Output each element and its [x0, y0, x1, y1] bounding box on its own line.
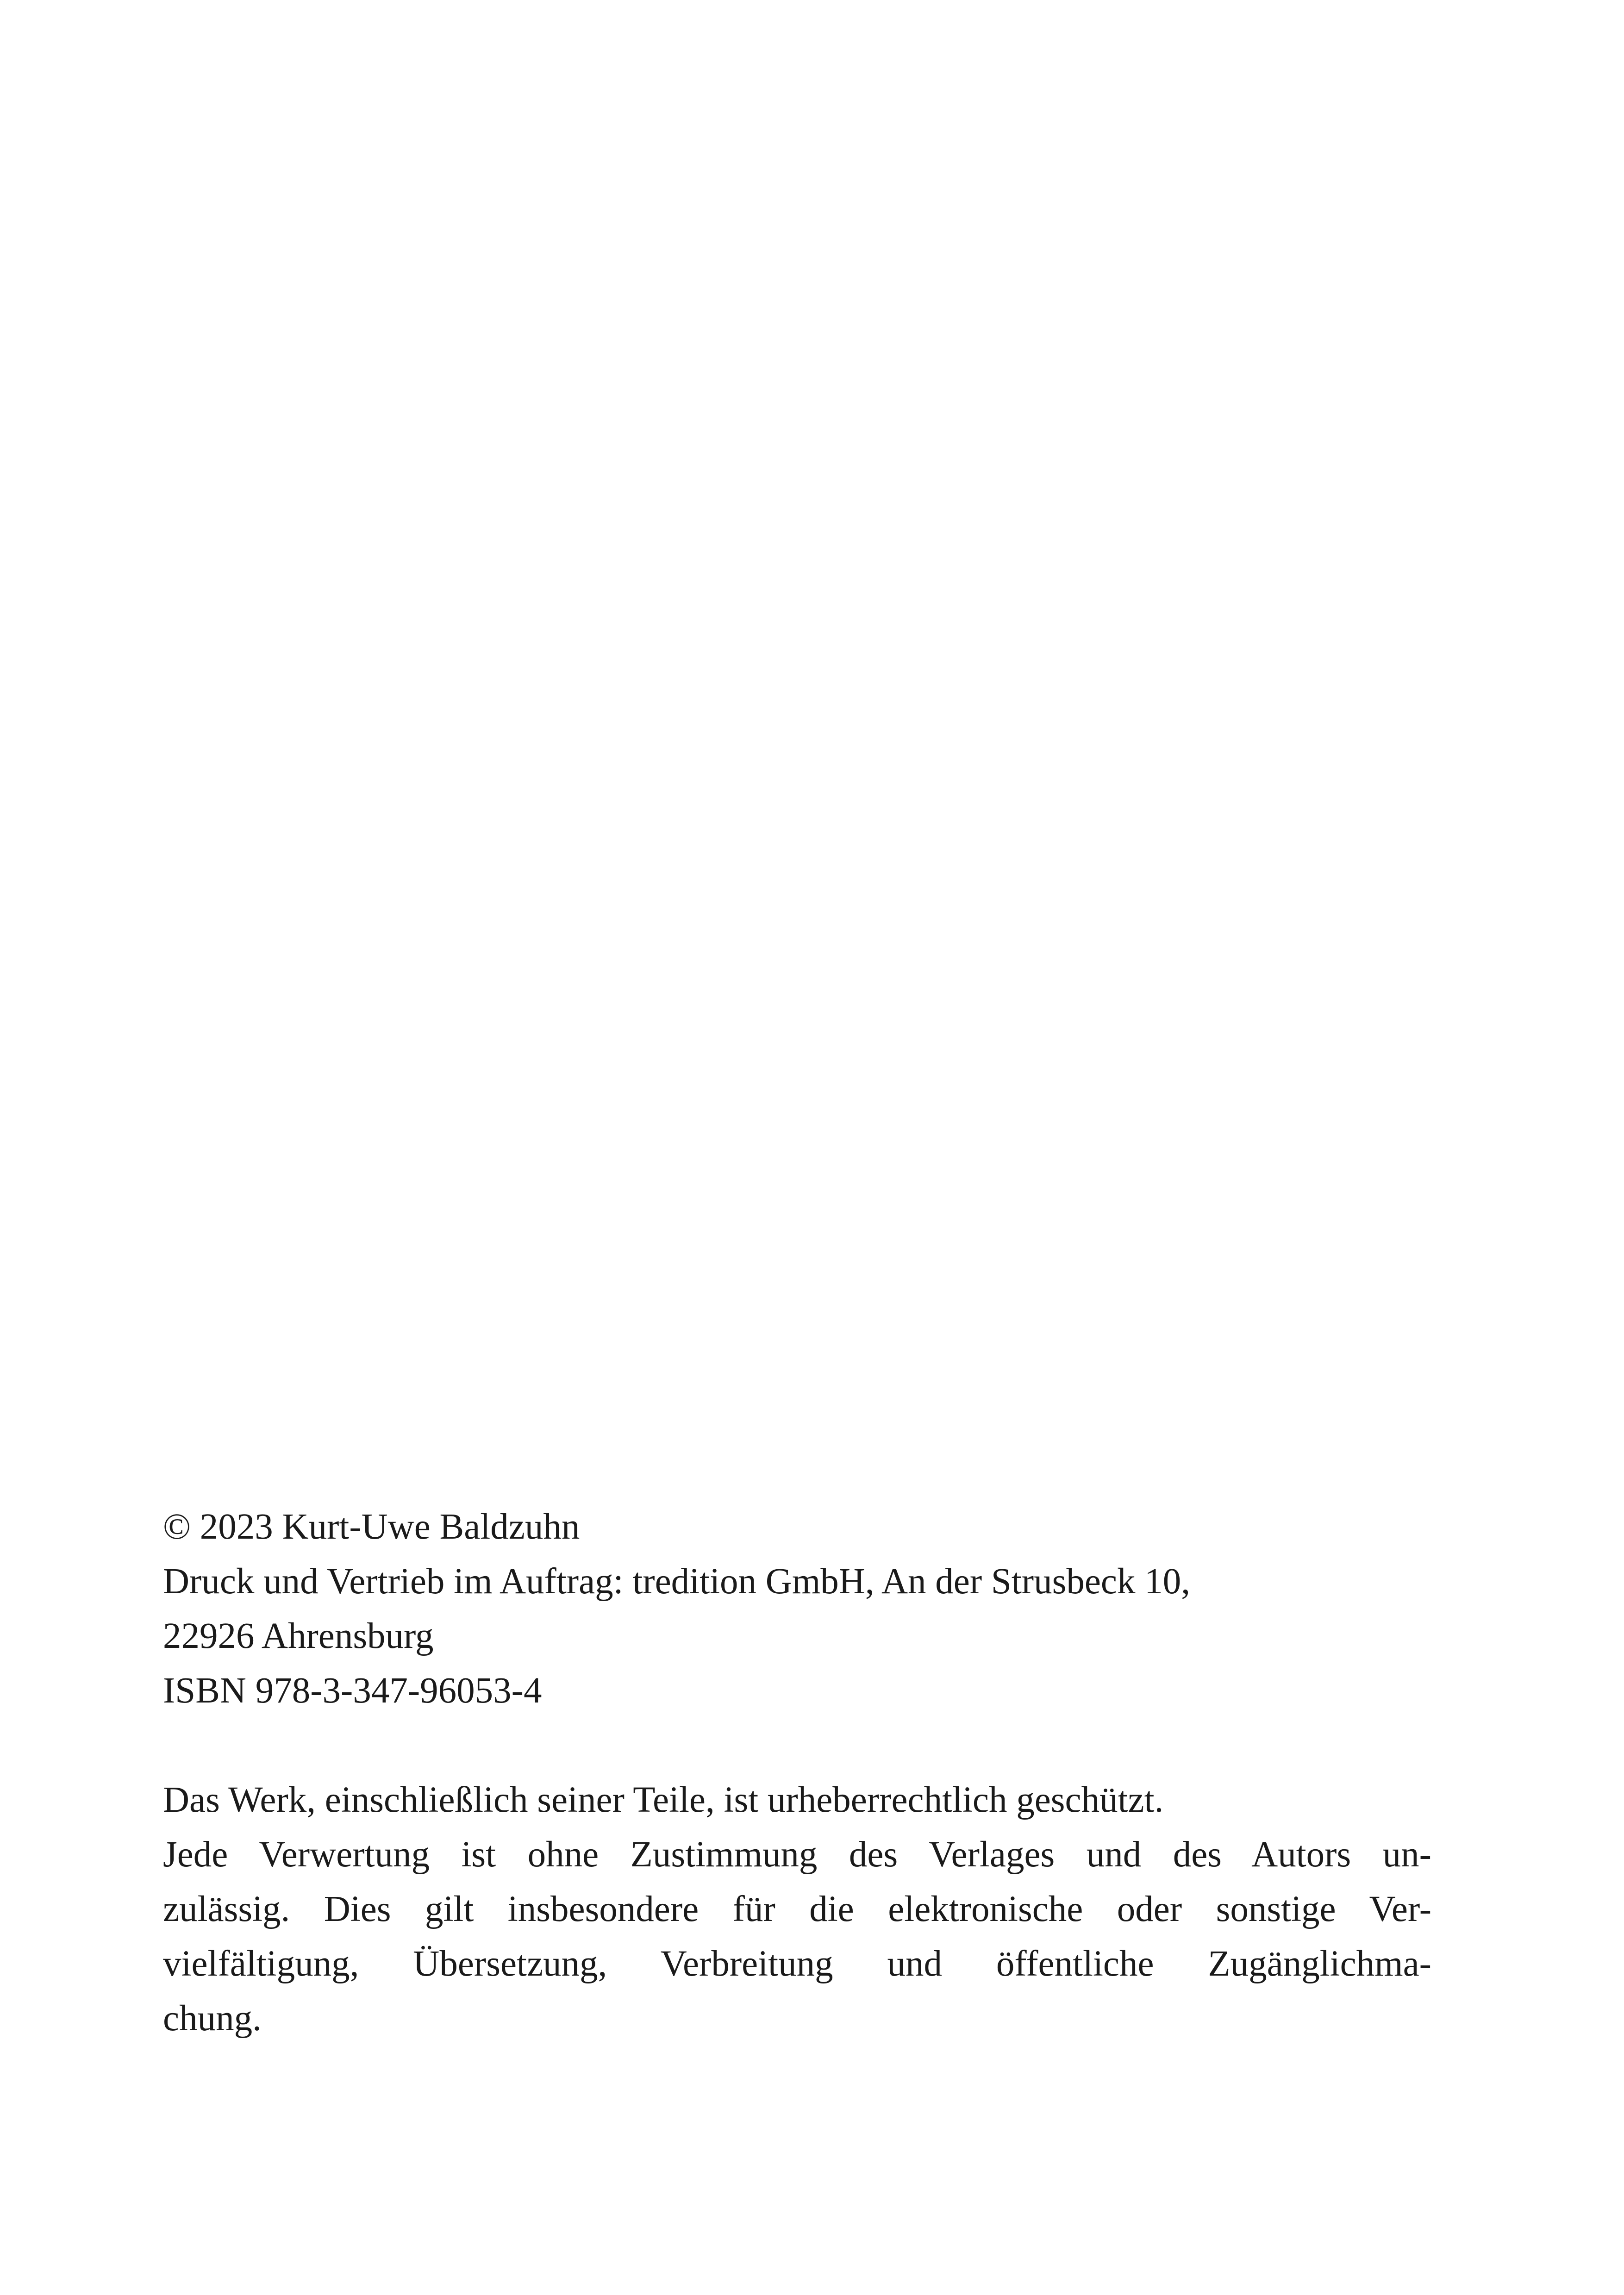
- legal-notice-line: chung.: [163, 1998, 262, 2039]
- legal-notice-line: Das Werk, einschließlich seiner Teile, ist urheberrechtlich geschützt.: [163, 1780, 1164, 1820]
- copyright-line: © 2023 Kurt-Uwe Baldzuhn: [163, 1507, 580, 1547]
- isbn-line: ISBN 978-3-347-96053-4: [163, 1671, 542, 1711]
- legal-notice: [163, 1773, 1431, 2046]
- paragraph-spacer: [163, 1718, 1431, 1773]
- publisher-address-line: 22926 Ahrensburg: [163, 1616, 434, 1656]
- imprint-block: [163, 1500, 1431, 2046]
- legal-notice-line: zulässig. Dies gilt insbesondere für die elektronische oder sonstige Ver-: [163, 1889, 1431, 1929]
- publisher-line: Druck und Vertrieb im Auftrag: tredition GmbH, An der Strusbeck 10,: [163, 1561, 1190, 1602]
- legal-notice-line: Jede Verwertung ist ohne Zustimmung des Verlages und des Autors un-: [163, 1834, 1431, 1875]
- legal-notice-line: vielfältigung, Übersetzung, Verbreitung und öffentliche Zugänglichma-: [163, 1944, 1431, 1984]
